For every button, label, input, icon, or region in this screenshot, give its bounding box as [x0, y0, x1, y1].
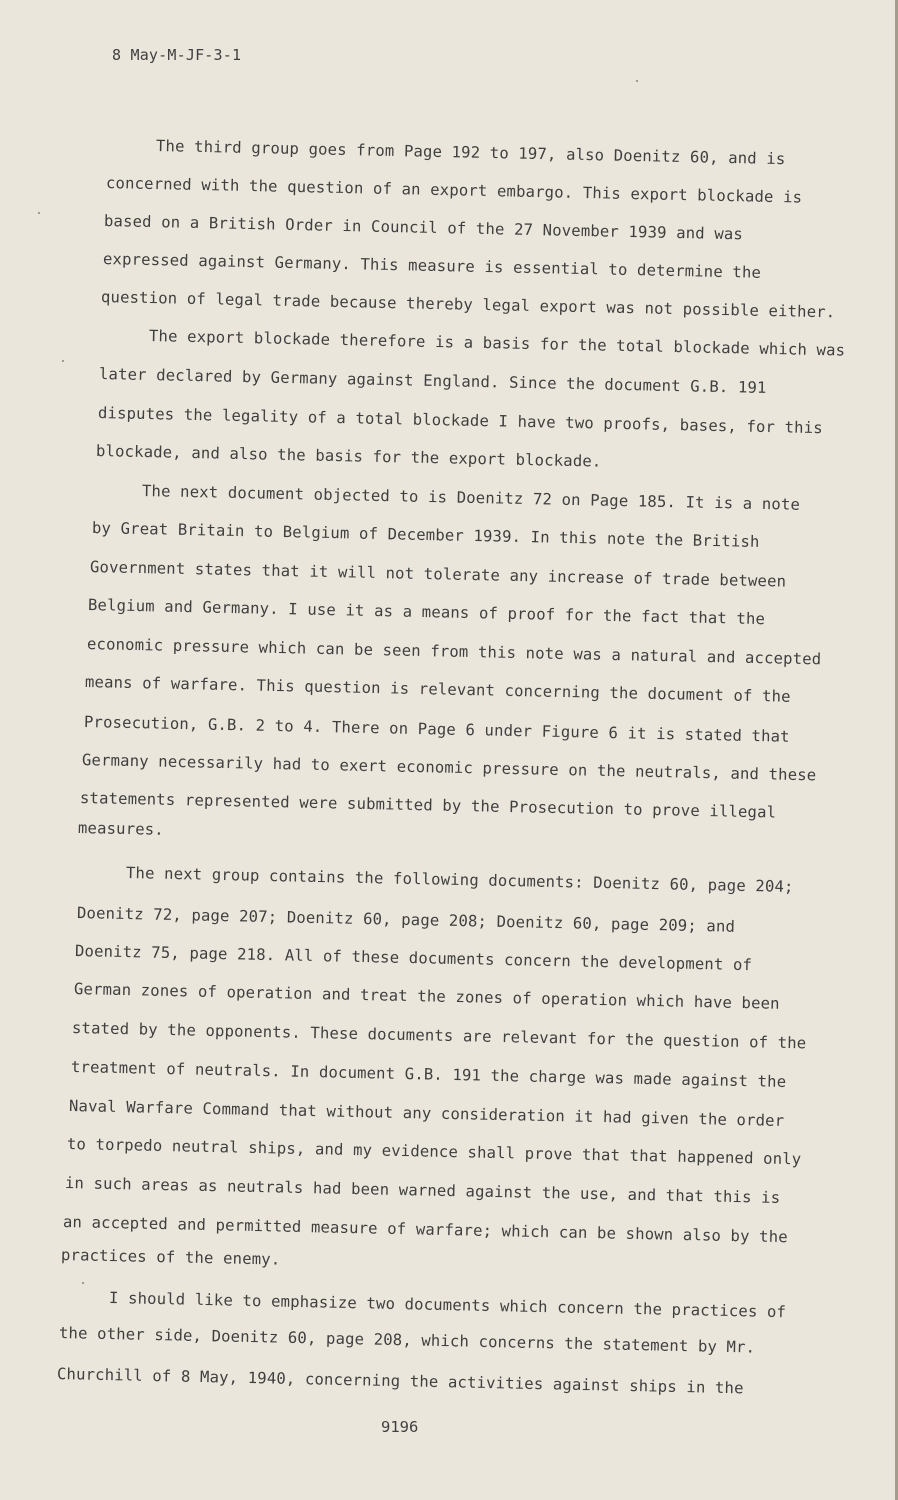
- text-line: Naval Warfare Command that without any consideration it had given the order: [68, 1097, 785, 1130]
- text-line: Prosecution, G.B. 2 to 4. There on Page 6 under Figure 6 it is stated that: [83, 713, 790, 746]
- text-line: The next document objected to is Doenitz 72 on Page 185. It is a note: [141, 482, 801, 514]
- text-line: I should like to emphasize two documents which concern the practices of: [108, 1289, 787, 1322]
- text-line: blockade, and also the basis for the export blockade.: [95, 442, 602, 471]
- text-line: statements represented were submitted by the Prosecution to prove illegal: [79, 789, 777, 822]
- text-line: concerned with the question of an export embargo. This export blockade is: [105, 174, 803, 207]
- paper-speck: [38, 212, 40, 214]
- text-line: The next group contains the following documents: Doenitz 60, page 204;: [125, 864, 794, 896]
- text-line: Churchill of 8 May, 1940, concerning the activities against ships in the: [56, 1365, 744, 1398]
- text-line: question of legal trade because thereby legal export was not possible either.: [100, 288, 836, 322]
- text-line: later declared by Germany against England. Since the document G.B. 191: [98, 365, 767, 397]
- text-line: measures.: [77, 819, 165, 839]
- text-line: means of warfare. This question is relevant concerning the document of the: [84, 673, 791, 706]
- text-line: to torpedo neutral ships, and my evidence shall prove that that happened only: [66, 1135, 802, 1169]
- text-line: Doenitz 75, page 218. All of these documents concern the development of: [74, 942, 753, 975]
- text-line: an accepted and permitted measure of warfare; which can be shown also by the: [62, 1213, 788, 1247]
- text-line: Belgium and Germany. I use it as a means of proof for the fact that the: [87, 596, 766, 629]
- text-line: based on a British Order in Council of the 27 November 1939 and was: [103, 212, 744, 244]
- text-line: Doenitz 72, page 207; Doenitz 60, page 208; Doenitz 60, page 209; and: [76, 904, 736, 936]
- text-line: treatment of neutrals. In document G.B. 191 the charge was made against the: [70, 1058, 787, 1091]
- text-line: disputes the legality of a total blockade I have two proofs, bases, for this: [97, 404, 823, 438]
- text-line: practices of the enemy.: [60, 1246, 281, 1269]
- page-number: 9196: [381, 1418, 419, 1436]
- paper-speck: [82, 1282, 84, 1284]
- text-line: economic pressure which can be seen from this note was a natural and accepted: [86, 635, 822, 669]
- text-line: by Great Britain to Belgium of December 1939. In this note the British: [91, 519, 760, 551]
- paper-speck: [636, 80, 638, 82]
- text-line: The third group goes from Page 192 to 197, also Doenitz 60, and is: [155, 137, 786, 169]
- text-line: German zones of operation and treat the zones of operation which have been: [73, 980, 780, 1013]
- text-line: stated by the opponents. These documents are relevant for the question of the: [71, 1019, 807, 1053]
- text-line: The export blockade therefore is a basis for the total blockade which was: [148, 327, 846, 360]
- text-line: the other side, Doenitz 60, page 208, which concerns the statement by Mr.: [58, 1324, 756, 1357]
- page-reference: 8 May-M-JF-3-1: [112, 46, 242, 64]
- text-line: Germany necessarily had to exert economic pressure on the neutrals, and these: [81, 751, 817, 785]
- text-line: Government states that it will not tolerate any increase of trade between: [89, 558, 787, 591]
- text-line: in such areas as neutrals had been warned against the use, and that this is: [64, 1174, 781, 1207]
- paper-speck: [62, 360, 64, 362]
- text-line: expressed against Germany. This measure is essential to determine the: [102, 250, 762, 282]
